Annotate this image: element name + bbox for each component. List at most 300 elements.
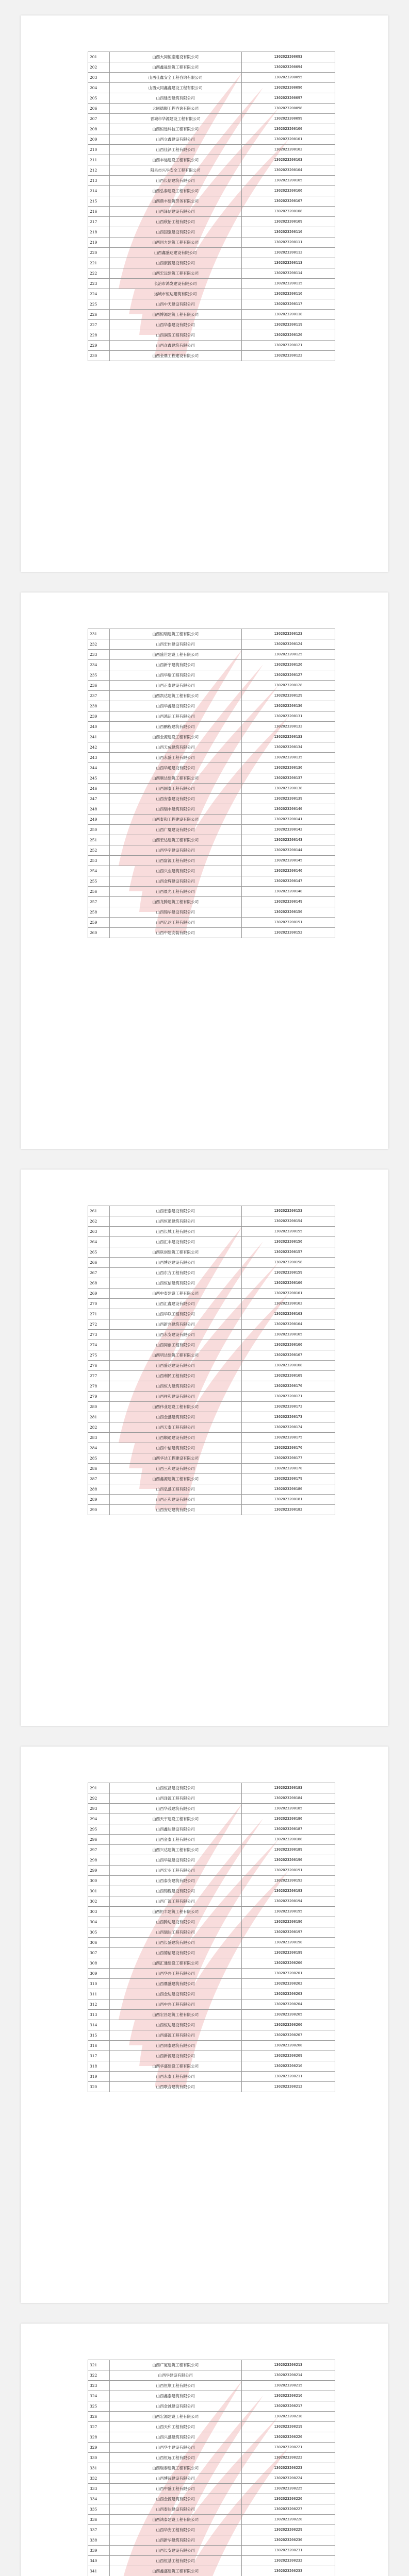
row-number: 213 [88, 176, 110, 186]
row-number: 268 [88, 1278, 110, 1289]
company-name: 山西佳鑫安全工程咨询有限公司 [109, 73, 241, 83]
registration-code: 1302023200133 [241, 732, 335, 742]
company-name: 山西恒远工程有限公司 [109, 2453, 241, 2463]
row-number: 332 [88, 2473, 110, 2484]
registration-code: 1302023200172 [241, 1402, 335, 1412]
row-number: 285 [88, 1453, 110, 1464]
table-row [88, 2061, 335, 2072]
table-row [88, 2401, 335, 2412]
row-number: 282 [88, 1422, 110, 1433]
company-name: 山西博达建设有限公司 [109, 1258, 241, 1268]
registration-code: 1302023200119 [241, 320, 335, 330]
registration-code: 1302023200162 [241, 1299, 335, 1309]
company-name: 山西立鑫建设有限公司 [109, 134, 241, 145]
row-number: 277 [88, 1371, 110, 1381]
registration-code: 1302023200127 [241, 670, 335, 681]
company-name: 山西正和建设有限公司 [109, 1495, 241, 1505]
registration-code: 1302023200187 [241, 1824, 335, 1835]
row-number: 244 [88, 763, 110, 773]
table-row [88, 1979, 335, 1989]
company-name: 山西汇鑫建设有限公司 [109, 1299, 241, 1309]
company-name: 山西华茂建筑有限公司 [109, 1804, 241, 1814]
company-name: 山西华鑫建设有限公司 [109, 701, 241, 711]
document-page [21, 2324, 388, 2576]
row-number: 289 [88, 1495, 110, 1505]
row-number: 321 [88, 2360, 110, 2370]
table-row [88, 1433, 335, 1443]
company-name: 山西金鼎工程建设有限公司 [109, 351, 241, 361]
table-row [88, 732, 335, 742]
registration-code: 1302023200155 [241, 1227, 335, 1237]
table-row [88, 1876, 335, 1886]
row-number: 204 [88, 83, 110, 93]
registration-code: 1302023200171 [241, 1392, 335, 1402]
company-name: 山西佳泽工程有限公司 [109, 145, 241, 155]
table-row [88, 1350, 335, 1361]
company-name: 阳泉市兴华安全工程有限公司 [109, 165, 241, 176]
company-name: 山西华安工程有限公司 [109, 2525, 241, 2535]
table-row [88, 1495, 335, 1505]
table-row [88, 639, 335, 650]
table-row [88, 196, 335, 207]
table-row [88, 1907, 335, 1917]
table-row [88, 1299, 335, 1309]
company-name: 山西宏泰建设有限公司 [109, 1206, 241, 1216]
table-row [88, 2020, 335, 2030]
registration-code: 1302023200167 [241, 1350, 335, 1361]
table-row [88, 1340, 335, 1350]
registration-code: 1302023200159 [241, 1268, 335, 1278]
table-row [88, 1835, 335, 1845]
registration-code: 1302023200108 [241, 207, 335, 217]
table-row [88, 248, 335, 258]
row-number: 247 [88, 794, 110, 804]
table-row [88, 351, 335, 361]
table-row [88, 2504, 335, 2515]
registration-code: 1302023200166 [241, 1340, 335, 1350]
registration-code: 1302023200158 [241, 1258, 335, 1268]
table-row [88, 2010, 335, 2020]
row-number: 265 [88, 1247, 110, 1258]
table-row [88, 2463, 335, 2473]
row-number: 217 [88, 217, 110, 227]
row-number: 329 [88, 2443, 110, 2453]
table-row [88, 815, 335, 825]
row-number: 340 [88, 2556, 110, 2566]
company-name: 山西金盛建筑有限公司 [109, 1412, 241, 1422]
table-row [88, 1319, 335, 1330]
company-name: 山西长城工程有限公司 [109, 1227, 241, 1237]
table-row [88, 134, 335, 145]
row-number: 242 [88, 742, 110, 753]
table-row [88, 670, 335, 681]
registration-code: 1302023200205 [241, 2010, 335, 2020]
row-number: 314 [88, 2020, 110, 2030]
registration-code: 1302023200186 [241, 1814, 335, 1824]
registration-code: 1302023200154 [241, 1216, 335, 1227]
registration-code: 1302023200200 [241, 1958, 335, 1969]
registration-code: 1302023200147 [241, 876, 335, 887]
registration-code: 1302023200175 [241, 1433, 335, 1443]
registration-code: 1302023200100 [241, 124, 335, 134]
row-number: 271 [88, 1309, 110, 1319]
table-row [88, 784, 335, 794]
registration-code: 1302023200202 [241, 1979, 335, 1989]
company-name: 山西永盛工程有限公司 [109, 753, 241, 763]
registration-code: 1302023200214 [241, 2370, 335, 2381]
row-number: 283 [88, 1433, 110, 1443]
company-name: 山西中盛工程有限公司 [109, 2484, 241, 2494]
registration-code: 1302023200220 [241, 2432, 335, 2443]
table-row [88, 1793, 335, 1804]
registration-code: 1302023200176 [241, 1443, 335, 1453]
table-row [88, 2422, 335, 2432]
company-name: 山西兴达建筑工程有限公司 [109, 1845, 241, 1855]
table-row [88, 1958, 335, 1969]
table-row [88, 2546, 335, 2556]
company-name: 山西金源建筑有限公司 [109, 2494, 241, 2504]
table-row [88, 2443, 335, 2453]
table-row [88, 1247, 335, 1258]
table-row [88, 742, 335, 753]
registration-code: 1302023200219 [241, 2422, 335, 2432]
document-page [21, 15, 388, 572]
company-name: 山西瑞达工程有限公司 [109, 1927, 241, 1938]
registration-code: 1302023200209 [241, 2051, 335, 2061]
table-row [88, 928, 335, 938]
row-number: 339 [88, 2546, 110, 2556]
row-number: 229 [88, 341, 110, 351]
row-number: 248 [88, 804, 110, 815]
table-row [88, 1278, 335, 1289]
company-name: 山西建安建筑有限公司 [109, 93, 241, 104]
company-name: 山西恒力建筑有限公司 [109, 1381, 241, 1392]
registration-code: 1302023200185 [241, 1804, 335, 1814]
registration-code: 1302023200131 [241, 711, 335, 722]
table-row [88, 1381, 335, 1392]
registration-code: 1302023200223 [241, 2463, 335, 2473]
company-name: 山西中建安装有限公司 [109, 928, 241, 938]
table-row [88, 238, 335, 248]
row-number: 201 [88, 52, 110, 62]
registration-code: 1302023200184 [241, 1793, 335, 1804]
registration-code: 1302023200157 [241, 1247, 335, 1258]
company-name: 山西华晟建设有限公司 [109, 1855, 241, 1866]
company-name: 山西广源工程有限公司 [109, 1896, 241, 1907]
registration-code: 1302023200129 [241, 691, 335, 701]
row-number: 326 [88, 2412, 110, 2422]
row-number: 260 [88, 928, 110, 938]
company-name: 山西广厦建设有限公司 [109, 825, 241, 835]
registration-code: 1302023200118 [241, 310, 335, 320]
row-number: 203 [88, 73, 110, 83]
company-name: 山西联创建筑工程有限公司 [109, 1247, 241, 1258]
row-number: 210 [88, 145, 110, 155]
table-row [88, 794, 335, 804]
row-number: 263 [88, 1227, 110, 1237]
table-row [88, 691, 335, 701]
registration-code: 1302023200109 [241, 217, 335, 227]
row-number: 298 [88, 1855, 110, 1866]
company-name: 山西恒基工程有限公司 [109, 2556, 241, 2566]
row-number: 295 [88, 1824, 110, 1835]
table-row [88, 866, 335, 876]
registration-code: 1302023200132 [241, 722, 335, 732]
registration-code: 1302023200174 [241, 1422, 335, 1433]
table-row [88, 1464, 335, 1474]
company-name: 山西天泰工程有限公司 [109, 1422, 241, 1433]
registration-code: 1302023200211 [241, 2072, 335, 2082]
row-number: 313 [88, 2010, 110, 2020]
registration-code: 1302023200150 [241, 907, 335, 918]
table-row [88, 124, 335, 134]
registration-code: 1302023200097 [241, 93, 335, 104]
registration-code: 1302023200101 [241, 134, 335, 145]
row-number: 264 [88, 1237, 110, 1247]
row-number: 309 [88, 1969, 110, 1979]
registration-code: 1302023200141 [241, 815, 335, 825]
table-row [88, 1402, 335, 1412]
company-name: 山西顺通建设有限公司 [109, 1433, 241, 1443]
row-number: 250 [88, 825, 110, 835]
row-number: 328 [88, 2432, 110, 2443]
table-row [88, 660, 335, 670]
row-number: 300 [88, 1876, 110, 1886]
row-number: 232 [88, 639, 110, 650]
row-number: 262 [88, 1216, 110, 1227]
document-page [21, 1747, 388, 2303]
company-name: 山西三和建设有限公司 [109, 1464, 241, 1474]
table-row [88, 2370, 335, 2381]
company-name: 山西金辉建设有限公司 [109, 876, 241, 887]
registration-code: 1302023200163 [241, 1309, 335, 1319]
company-name: 山西兴盛建筑有限公司 [109, 2432, 241, 2443]
table-row [88, 753, 335, 763]
registration-code: 1302023200093 [241, 52, 335, 62]
registration-code: 1302023200111 [241, 238, 335, 248]
row-number: 297 [88, 1845, 110, 1855]
row-number: 231 [88, 629, 110, 639]
registration-code: 1302023200156 [241, 1237, 335, 1247]
table-row [88, 722, 335, 732]
table-row [88, 1237, 335, 1247]
row-number: 308 [88, 1958, 110, 1969]
company-name: 山西金泰工程有限公司 [109, 1835, 241, 1845]
row-number: 243 [88, 753, 110, 763]
table-row [88, 1505, 335, 1515]
registration-code: 1302023200168 [241, 1361, 335, 1371]
registration-code: 1302023200099 [241, 114, 335, 124]
row-number: 281 [88, 1412, 110, 1422]
company-name: 山西腾达建设有限公司 [109, 1917, 241, 1927]
row-number: 246 [88, 784, 110, 794]
registration-code: 1302023200148 [241, 887, 335, 897]
company-name: 山西东方工程有限公司 [109, 1268, 241, 1278]
registration-code: 1302023200215 [241, 2381, 335, 2391]
company-name: 山西祥和建设有限公司 [109, 1392, 241, 1402]
table-row [88, 1896, 335, 1907]
table-row [88, 897, 335, 907]
row-number: 291 [88, 1783, 110, 1793]
registration-code: 1302023200233 [241, 2566, 335, 2576]
company-name: 山西长信建筑有限公司 [109, 176, 241, 186]
company-name: 山西瑞泰建筑工程有限公司 [109, 2463, 241, 2473]
company-name: 山西中兴工程有限公司 [109, 1999, 241, 2010]
company-name: 山西众鑫建筑有限公司 [109, 341, 241, 351]
company-name: 山西同创工程有限公司 [109, 1340, 241, 1350]
company-name: 山西华宇建设有限公司 [109, 845, 241, 856]
company-name: 山西安达建筑有限公司 [109, 1505, 241, 1515]
company-name: 山西华丰建设有限公司 [109, 2443, 241, 2453]
table-row [88, 1412, 335, 1422]
table-row [88, 1855, 335, 1866]
company-name: 山西鑫晟建筑工程有限公司 [109, 62, 241, 73]
company-name: 山西新宇建筑有限公司 [109, 660, 241, 670]
table-row [88, 114, 335, 124]
row-number: 273 [88, 1330, 110, 1340]
row-number: 302 [88, 1896, 110, 1907]
company-name: 山西康源建设有限公司 [109, 258, 241, 268]
registration-code: 1302023200206 [241, 2020, 335, 2030]
row-number: 275 [88, 1350, 110, 1361]
company-name: 山西明达建筑工程有限公司 [109, 1350, 241, 1361]
company-name: 山西华兴工程有限公司 [109, 1969, 241, 1979]
company-name: 山西鑫盛达建设有限公司 [109, 248, 241, 258]
table-row [88, 773, 335, 784]
registration-code: 1302023200143 [241, 835, 335, 845]
table-row [88, 2484, 335, 2494]
registration-code: 1302023200122 [241, 351, 335, 361]
row-number: 293 [88, 1804, 110, 1814]
registration-code: 1302023200196 [241, 1917, 335, 1927]
table-row [88, 83, 335, 93]
row-number: 237 [88, 691, 110, 701]
row-number: 311 [88, 1989, 110, 1999]
company-name: 山西华建设有限公司 [109, 2370, 241, 2381]
table-row [88, 1866, 335, 1876]
row-number: 267 [88, 1268, 110, 1278]
row-number: 202 [88, 62, 110, 73]
table-row [88, 711, 335, 722]
company-name: 山西恒昌建设有限公司 [109, 1783, 241, 1793]
registration-code: 1302023200160 [241, 1278, 335, 1289]
company-name: 山西晨光工程有限公司 [109, 887, 241, 897]
registration-code: 1302023200106 [241, 186, 335, 196]
table-row [88, 62, 335, 73]
table-row [88, 2535, 335, 2546]
company-name: 山西汇丰建设有限公司 [109, 1237, 241, 1247]
company-name: 山西欣怡工程有限公司 [109, 217, 241, 227]
table-row [88, 299, 335, 310]
table-row [88, 176, 335, 186]
company-name: 山西新兴建筑有限公司 [109, 1319, 241, 1330]
row-number: 219 [88, 238, 110, 248]
company-name: 山西宏达建筑工程有限公司 [109, 835, 241, 845]
registration-code: 1302023200095 [241, 73, 335, 83]
company-name: 山西弘泰建设工程有限公司 [109, 186, 241, 196]
registration-code: 1302023200204 [241, 1999, 335, 2010]
row-number: 284 [88, 1443, 110, 1453]
row-number: 235 [88, 670, 110, 681]
registration-code: 1302023200094 [241, 62, 335, 73]
company-name: 山西永安建设有限公司 [109, 1330, 241, 1340]
company-name: 山西泰和工程建设有限公司 [109, 815, 241, 825]
row-number: 279 [88, 1392, 110, 1402]
company-name: 山西盛源工程有限公司 [109, 2030, 241, 2041]
row-number: 239 [88, 711, 110, 722]
row-number: 272 [88, 1319, 110, 1330]
row-number: 320 [88, 2082, 110, 2092]
registration-code: 1302023200151 [241, 918, 335, 928]
registration-code: 1302023200125 [241, 650, 335, 660]
company-name: 山西华泰建设有限公司 [109, 320, 241, 330]
registration-code: 1302023200152 [241, 928, 335, 938]
table-row [88, 1927, 335, 1938]
registration-code: 1302023200213 [241, 2360, 335, 2370]
company-name: 山西博远建设有限公司 [109, 2473, 241, 2484]
table-row [88, 279, 335, 289]
row-number: 331 [88, 2463, 110, 2473]
registration-code: 1302023200113 [241, 258, 335, 268]
row-number: 253 [88, 856, 110, 866]
table-row [88, 1443, 335, 1453]
company-name: 山西盛世建设工程有限公司 [109, 650, 241, 660]
table-row [88, 1814, 335, 1824]
company-name: 山西鹏程建筑有限公司 [109, 722, 241, 732]
table-row [88, 1330, 335, 1340]
document-page [21, 1170, 388, 1726]
table-row [88, 2566, 335, 2576]
table-row [88, 2360, 335, 2370]
registration-code: 1302023200226 [241, 2494, 335, 2504]
registration-code: 1302023200136 [241, 763, 335, 773]
table-row [88, 2391, 335, 2401]
registration-code: 1302023200138 [241, 784, 335, 794]
row-number: 224 [88, 289, 110, 299]
registration-code: 1302023200112 [241, 248, 335, 258]
registration-code: 1302023200134 [241, 742, 335, 753]
row-number: 319 [88, 2072, 110, 2082]
row-number: 316 [88, 2041, 110, 2051]
table-row [88, 310, 335, 320]
registration-code: 1302023200218 [241, 2412, 335, 2422]
row-number: 222 [88, 268, 110, 279]
table-row [88, 73, 335, 83]
company-name: 山西鑫源建筑工程有限公司 [109, 1474, 241, 1484]
company-name: 山西汇通建设工程有限公司 [109, 1958, 241, 1969]
row-number: 287 [88, 1474, 110, 1484]
table-row [88, 207, 335, 217]
registration-code: 1302023200102 [241, 145, 335, 155]
row-number: 330 [88, 2453, 110, 2463]
row-number: 280 [88, 1402, 110, 1412]
registration-code: 1302023200170 [241, 1381, 335, 1392]
row-number: 241 [88, 732, 110, 742]
company-name: 山西华联工程有限公司 [109, 1309, 241, 1319]
row-number: 258 [88, 907, 110, 918]
company-name: 山西鑫盛建筑工程有限公司 [109, 2566, 241, 2576]
company-name: 山西同力建筑工程有限公司 [109, 238, 241, 248]
company-name: 山西瑞丰建筑有限公司 [109, 804, 241, 815]
row-number: 337 [88, 2525, 110, 2535]
table-row [88, 1969, 335, 1979]
table-row [88, 1268, 335, 1278]
row-number: 252 [88, 845, 110, 856]
table-row [88, 887, 335, 897]
table-row [88, 52, 335, 62]
registration-code: 1302023200114 [241, 268, 335, 279]
company-table [88, 629, 335, 938]
